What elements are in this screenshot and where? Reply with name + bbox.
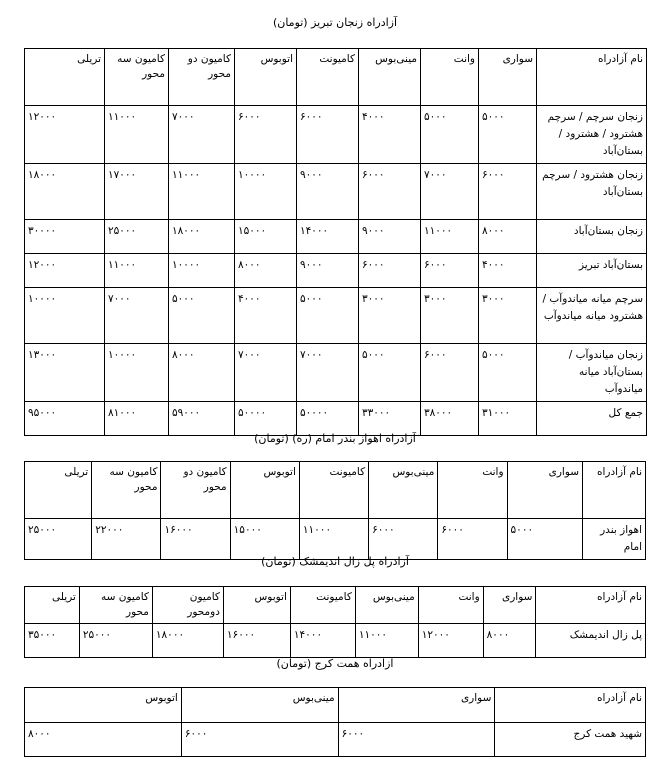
toll-amount: ۲۲۰۰۰	[95, 524, 124, 536]
toll-amount: ۱۵۰۰۰	[233, 524, 262, 536]
toll-amount: ۱۲۰۰۰	[28, 259, 57, 271]
toll-cell	[105, 164, 169, 220]
column-header: تریلی	[25, 587, 80, 624]
toll-amount: ۶۰۰۰	[184, 728, 208, 740]
toll-cell	[479, 106, 537, 164]
toll-cell	[359, 220, 421, 254]
toll-amount: ۵۰۰۰	[482, 111, 505, 123]
table-row	[25, 164, 647, 220]
toll-amount: ۸۰۰۰	[238, 259, 261, 271]
toll-cell	[169, 106, 235, 164]
toll-cell	[299, 519, 368, 560]
toll-road-name: جمع کل	[537, 402, 647, 436]
toll-cell	[359, 254, 421, 288]
toll-cell	[355, 624, 418, 658]
table-row	[25, 519, 646, 560]
column-header: وانت	[421, 49, 479, 106]
column-header-name: نام آزادراه	[536, 587, 646, 624]
column-header: مینی‌بوس	[355, 587, 418, 624]
toll-amount: ۱۱۰۰۰	[424, 225, 453, 237]
table2-title: آزادراه اهواز بندر امام (ره) (تومان)	[254, 432, 416, 445]
toll-cell	[479, 402, 537, 436]
column-header: اتوبوس	[223, 587, 290, 624]
toll-cell	[421, 220, 479, 254]
toll-amount: ۸۰۰۰	[28, 728, 51, 740]
toll-cell	[25, 519, 92, 560]
toll-amount: ۷۰۰۰	[238, 349, 261, 361]
toll-amount: ۳۰۰۰	[482, 293, 505, 305]
toll-amount: ۱۲۰۰۰	[421, 629, 450, 641]
toll-cell	[297, 402, 359, 436]
toll-amount: ۱۶۰۰۰	[164, 524, 193, 536]
toll-amount: ۱۰۰۰۰	[108, 349, 137, 361]
toll-amount: ۱۰۰۰۰	[238, 169, 267, 181]
column-header: سواری	[507, 462, 583, 519]
toll-amount: ۱۲۰۰۰	[28, 111, 57, 123]
table3-polezal-andimeshk	[24, 586, 646, 658]
toll-road-name: سرچم میانه میاندوآب / هشترود میانه میاندوآب	[537, 288, 647, 344]
toll-amount: ۱۶۰۰۰	[226, 629, 256, 641]
table1-title: آزادراه زنجان تبریز (تومان)	[272, 16, 398, 29]
toll-amount: ۱۵۰۰۰	[238, 225, 267, 237]
column-header: کامیون سه محور	[105, 49, 169, 106]
toll-cell	[421, 288, 479, 344]
table4-hemmat-karaj	[24, 687, 646, 757]
column-header: اتوبوس	[25, 688, 182, 723]
toll-cell	[479, 164, 537, 220]
toll-cell	[297, 106, 359, 164]
toll-amount: ۶۰۰۰	[238, 111, 261, 123]
toll-amount: ۵۹۰۰۰	[172, 407, 201, 419]
column-header: کامیون سه محور	[92, 462, 161, 519]
toll-cell	[169, 220, 235, 254]
toll-cell	[105, 288, 169, 344]
table3-title: آزادراه پل زال اندیمشک (تومان)	[261, 555, 409, 568]
toll-cell	[25, 402, 105, 436]
toll-amount: ۲۵۰۰۰	[108, 225, 137, 237]
toll-cell	[421, 344, 479, 402]
header-row	[25, 688, 646, 723]
toll-amount: ۱۱۰۰۰	[358, 629, 388, 641]
toll-cell	[359, 164, 421, 220]
toll-amount: ۹۰۰۰	[300, 169, 323, 181]
toll-amount: ۱۴۰۰۰	[293, 629, 323, 641]
toll-amount: ۵۰۰۰	[300, 293, 323, 305]
toll-amount: ۶۰۰۰	[372, 524, 395, 536]
toll-cell	[25, 254, 105, 288]
toll-amount: ۴۰۰۰	[482, 259, 505, 271]
toll-amount: ۳۰۰۰	[362, 293, 385, 305]
toll-cell	[235, 164, 297, 220]
toll-cell	[105, 106, 169, 164]
table-row	[25, 288, 647, 344]
table-row	[25, 624, 646, 658]
toll-amount: ۶۰۰۰	[341, 728, 365, 740]
toll-amount: ۱۸۰۰۰	[155, 629, 185, 641]
toll-amount: ۷۰۰۰	[300, 349, 323, 361]
toll-amount: ۱۰۰۰۰	[172, 259, 201, 271]
toll-road-name: زنجان سرچم / سرچم هشترود / هشترود / بستان‌آباد	[537, 106, 647, 164]
column-header: سواری	[479, 49, 537, 106]
toll-cell	[359, 106, 421, 164]
toll-cell	[169, 288, 235, 344]
toll-cell	[25, 164, 105, 220]
toll-amount: ۹۰۰۰	[362, 225, 385, 237]
toll-amount: ۲۵۰۰۰	[82, 629, 112, 641]
toll-amount: ۹۰۰۰	[300, 259, 323, 271]
toll-cell	[418, 624, 483, 658]
toll-amount: ۱۱۰۰۰	[108, 259, 137, 271]
toll-cell	[25, 344, 105, 402]
toll-cell	[92, 519, 161, 560]
table-row	[25, 402, 647, 436]
toll-cell	[105, 402, 169, 436]
toll-cell	[483, 624, 536, 658]
toll-cell	[297, 164, 359, 220]
toll-cell	[235, 220, 297, 254]
toll-amount: ۸۱۰۰۰	[108, 407, 137, 419]
toll-cell	[421, 164, 479, 220]
toll-amount: ۳۵۰۰۰	[28, 629, 57, 641]
toll-amount: ۱۴۰۰۰	[300, 225, 329, 237]
toll-cell	[235, 288, 297, 344]
table-row	[25, 254, 647, 288]
toll-cell	[25, 723, 182, 757]
toll-amount: ۱۱۰۰۰	[172, 169, 201, 181]
toll-cell	[338, 723, 495, 757]
column-header: مینی‌بوس	[359, 49, 421, 106]
toll-amount: ۶۰۰۰	[441, 524, 464, 536]
toll-amount: ۶۰۰۰	[482, 169, 505, 181]
toll-amount: ۶۰۰۰	[300, 111, 323, 123]
toll-cell	[105, 220, 169, 254]
toll-cell	[25, 288, 105, 344]
toll-cell	[235, 106, 297, 164]
column-header: تریلی	[25, 462, 92, 519]
toll-amount: ۱۳۰۰۰	[28, 349, 57, 361]
toll-cell	[169, 164, 235, 220]
toll-cell	[181, 723, 338, 757]
toll-amount: ۶۰۰۰	[362, 169, 385, 181]
toll-amount: ۳۰۰۰	[424, 293, 447, 305]
toll-cell	[79, 624, 152, 658]
toll-cell	[161, 519, 230, 560]
toll-road-name: بستان‌آباد تبریز	[537, 254, 647, 288]
toll-amount: ۳۰۰۰۰	[28, 225, 57, 237]
toll-amount: ۴۰۰۰	[362, 111, 385, 123]
toll-amount: ۵۰۰۰۰	[300, 407, 329, 419]
toll-cell	[359, 402, 421, 436]
toll-amount: ۵۰۰۰	[362, 349, 385, 361]
toll-cell	[25, 624, 80, 658]
toll-cell	[421, 402, 479, 436]
toll-amount: ۱۸۰۰۰	[172, 225, 201, 237]
toll-road-name: پل زال اندیمشک	[536, 624, 646, 658]
toll-amount: ۸۰۰۰	[482, 225, 505, 237]
toll-cell	[297, 344, 359, 402]
toll-cell	[421, 106, 479, 164]
toll-cell	[507, 519, 583, 560]
toll-cell	[479, 220, 537, 254]
table-row	[25, 344, 647, 402]
toll-amount: ۷۰۰۰	[172, 111, 195, 123]
toll-amount: ۷۰۰۰	[108, 293, 131, 305]
toll-amount: ۵۰۰۰	[482, 349, 505, 361]
column-header: وانت	[438, 462, 507, 519]
toll-amount: ۵۰۰۰	[424, 111, 447, 123]
toll-cell	[359, 288, 421, 344]
toll-amount: ۲۵۰۰۰	[28, 524, 57, 536]
toll-cell	[235, 402, 297, 436]
column-header: کامیونت	[297, 49, 359, 106]
toll-cell	[421, 254, 479, 288]
toll-amount: ۱۱۰۰۰	[108, 111, 137, 123]
column-header: کامیون دومحور	[152, 587, 223, 624]
toll-amount: ۴۰۰۰	[238, 293, 261, 305]
column-header: کامیونت	[299, 462, 368, 519]
toll-cell	[25, 220, 105, 254]
toll-cell	[235, 254, 297, 288]
toll-cell	[169, 344, 235, 402]
toll-cell	[479, 344, 537, 402]
toll-amount: ۵۰۰۰	[510, 524, 534, 536]
toll-amount: ۳۳۰۰۰	[362, 407, 391, 419]
toll-road-name: زنجان میاندوآب / بستان‌آباد میانه میاندوآب	[537, 344, 647, 402]
toll-amount: ۵۰۰۰	[172, 293, 195, 305]
header-row	[25, 462, 646, 519]
table-row	[25, 106, 647, 164]
toll-amount: ۶۰۰۰	[424, 259, 447, 271]
column-header: وانت	[418, 587, 483, 624]
toll-cell	[297, 288, 359, 344]
toll-cell	[152, 624, 223, 658]
toll-cell	[25, 106, 105, 164]
toll-amount: ۷۰۰۰	[424, 169, 447, 181]
toll-amount: ۶۰۰۰	[362, 259, 385, 271]
column-header-name: نام آزادراه	[537, 49, 647, 106]
table4-title: آزادراه همت کرج (تومان)	[276, 657, 394, 670]
toll-cell	[290, 624, 355, 658]
toll-cell	[369, 519, 438, 560]
toll-cell	[297, 254, 359, 288]
column-header: کامیون دو محور	[161, 462, 230, 519]
toll-road-name: زنجان هشترود / سرچم بستان‌آباد	[537, 164, 647, 220]
header-row	[25, 587, 646, 624]
toll-amount: ۸۰۰۰	[486, 629, 510, 641]
toll-amount: ۸۰۰۰	[172, 349, 195, 361]
table1-zanjan-tabriz	[24, 48, 647, 436]
column-header: کامیون سه محور	[79, 587, 152, 624]
toll-amount: ۹۵۰۰۰	[28, 407, 57, 419]
toll-cell	[105, 344, 169, 402]
toll-cell	[169, 402, 235, 436]
toll-amount: ۱۱۰۰۰	[302, 524, 332, 536]
column-header: تریلی	[25, 49, 105, 106]
header-row	[25, 49, 647, 106]
column-header: کامیون دو محور	[169, 49, 235, 106]
toll-road-name: زنجان بستان‌آباد	[537, 220, 647, 254]
toll-cell	[230, 519, 299, 560]
toll-cell	[438, 519, 507, 560]
toll-amount: ۶۰۰۰	[424, 349, 447, 361]
table-row	[25, 723, 646, 757]
column-header: اتوبوس	[235, 49, 297, 106]
toll-amount: ۱۸۰۰۰	[28, 169, 57, 181]
column-header: کامیونت	[290, 587, 355, 624]
column-header: سواری	[483, 587, 536, 624]
toll-cell	[105, 254, 169, 288]
toll-amount: ۵۰۰۰۰	[238, 407, 267, 419]
column-header: مینی‌بوس	[369, 462, 438, 519]
toll-amount: ۳۱۰۰۰	[482, 407, 511, 419]
toll-amount: ۱۷۰۰۰	[108, 169, 137, 181]
toll-cell	[235, 344, 297, 402]
table-row	[25, 220, 647, 254]
column-header: مینی‌بوس	[181, 688, 338, 723]
toll-cell	[297, 220, 359, 254]
column-header-name: نام آزادراه	[583, 462, 646, 519]
toll-amount: ۳۸۰۰۰	[424, 407, 453, 419]
toll-road-name: شهید همت کرج	[495, 723, 646, 757]
toll-cell	[479, 288, 537, 344]
toll-road-name: اهواز بندر امام	[583, 519, 646, 560]
toll-cell	[169, 254, 235, 288]
column-header: سواری	[338, 688, 495, 723]
toll-amount: ۱۰۰۰۰	[28, 293, 57, 305]
column-header: اتوبوس	[230, 462, 299, 519]
toll-cell	[359, 344, 421, 402]
table2-ahvaz-bandar-imam	[24, 461, 646, 560]
toll-cell	[223, 624, 290, 658]
column-header-name: نام آزادراه	[495, 688, 646, 723]
toll-cell	[479, 254, 537, 288]
